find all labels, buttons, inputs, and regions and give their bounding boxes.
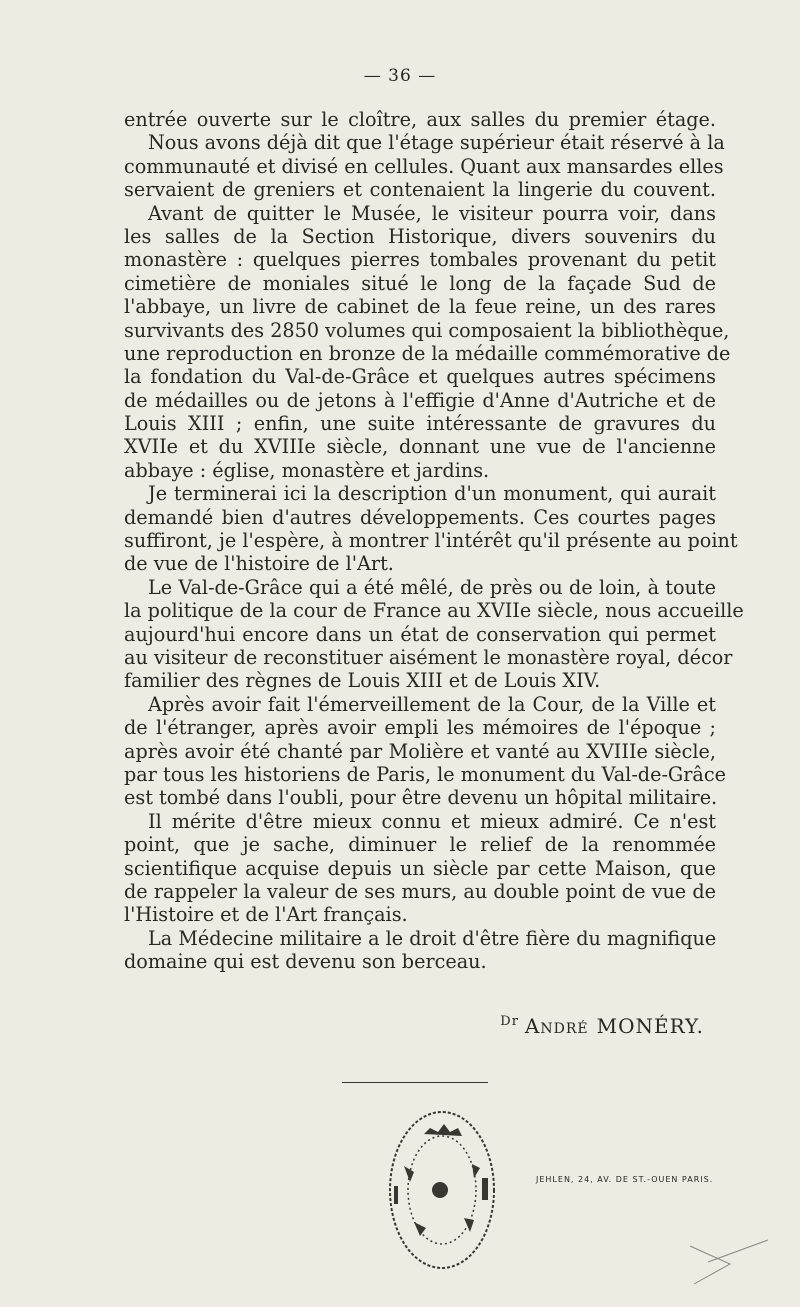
text-line: au visiteur de reconstituer aisément le monastère royal, décor (124, 645, 733, 669)
library-stamp-icon (364, 1086, 524, 1286)
text-line: communauté et divisé en cellules. Quant aux mansardes elles (124, 154, 724, 178)
text-line: monastère : quelques pierres tombales provenant du petit (124, 248, 716, 272)
text-line: de l'étranger, après avoir empli les mémoires de l'époque ; (124, 716, 716, 740)
text-line: de médailles ou de jetons à l'effigie d'Anne d'Autriche et de (124, 388, 716, 412)
body-text (124, 108, 744, 974)
text-line: suffiront, je l'espère, à montrer l'intérêt qu'il présente au point (124, 529, 738, 553)
text-line: Nous avons déjà dit que l'étage supérieur était réservé à la (148, 131, 725, 155)
text-line: les salles de la Section Historique, divers souvenirs du (124, 224, 716, 248)
text-line: aujourd'hui encore dans un état de conservation qui permet (124, 622, 716, 646)
signature-last-name: MONÉRY. (596, 1014, 704, 1038)
printer-imprint: JEHLEN, 24, AV. DE ST.-OUEN PARIS. (536, 1175, 714, 1184)
text-line: servaient de greniers et contenaient la lingerie du couvent. (124, 178, 716, 202)
text-line: scientifique acquise depuis un siècle par cette Maison, que (124, 856, 716, 880)
text-line: de rappeler la valeur de ses murs, au double point de vue de (124, 879, 716, 903)
text-line: domaine qui est devenu son berceau. (124, 950, 487, 974)
text-line: après avoir été chanté par Molière et vanté au XVIIIe siècle, (124, 739, 716, 763)
text-line: une reproduction en bronze de la médaille commémorative de (124, 341, 731, 365)
text-line: Avant de quitter le Musée, le visiteur pourra voir, dans (148, 201, 716, 225)
text-line: Louis XIII ; enfin, une suite intéressante de gravures du (124, 412, 716, 436)
text-line: entrée ouverte sur le cloître, aux salles du premier étage. (124, 108, 716, 131)
text-line: l'abbaye, un livre de cabinet de la feue reine, un des rares (124, 295, 716, 319)
signature-first-name: André (524, 1014, 589, 1038)
signature-title: Dr (500, 1014, 519, 1030)
text-line: demandé bien d'autres développements. Ces courtes pages (124, 505, 716, 529)
page-number: — 36 — (363, 66, 437, 86)
text-line: familier des règnes de Louis XIII et de Louis XIV. (124, 669, 601, 693)
text-line: La Médecine militaire a le droit d'être fière du magnifique (148, 926, 717, 950)
text-line: est tombé dans l'oubli, pour être devenu un hôpital militaire. (124, 786, 718, 810)
text-line: abbaye : église, monastère et jardins. (124, 458, 490, 482)
text-line: la politique de la cour de France au XVIIe siècle, nous accueille (124, 599, 744, 623)
text-line: point, que je sache, diminuer le relief de la renommée (124, 833, 716, 857)
text-line: cimetière de moniales situé le long de la façade Sud de (124, 271, 716, 295)
divider-rule (342, 1082, 488, 1083)
text-line: Après avoir fait l'émerveillement de la Cour, de la Ville et (148, 692, 716, 716)
text-line: la fondation du Val-de-Grâce et quelques autres spécimens (124, 365, 716, 389)
text-line: survivants des 2850 volumes qui composaient la bibliothèque, (124, 318, 730, 342)
text-line: de vue de l'histoire de l'Art. (124, 552, 394, 576)
text-line: par tous les historiens de Paris, le monument du Val-de-Grâce (124, 762, 726, 786)
text-line: Le Val-de-Grâce qui a été mêlé, de près ou de loin, à toute (148, 575, 716, 599)
text-line: Je terminerai ici la description d'un monument, qui aurait (148, 482, 716, 506)
signature (500, 1014, 704, 1038)
text-line: l'Histoire et de l'Art français. (124, 903, 408, 927)
text-line: XVIIe et du XVIIIe siècle, donnant une vue de l'ancienne (124, 435, 716, 459)
corner-mark-icon (688, 1238, 768, 1288)
text-line: Il mérite d'être mieux connu et mieux admiré. Ce n'est (148, 809, 716, 833)
